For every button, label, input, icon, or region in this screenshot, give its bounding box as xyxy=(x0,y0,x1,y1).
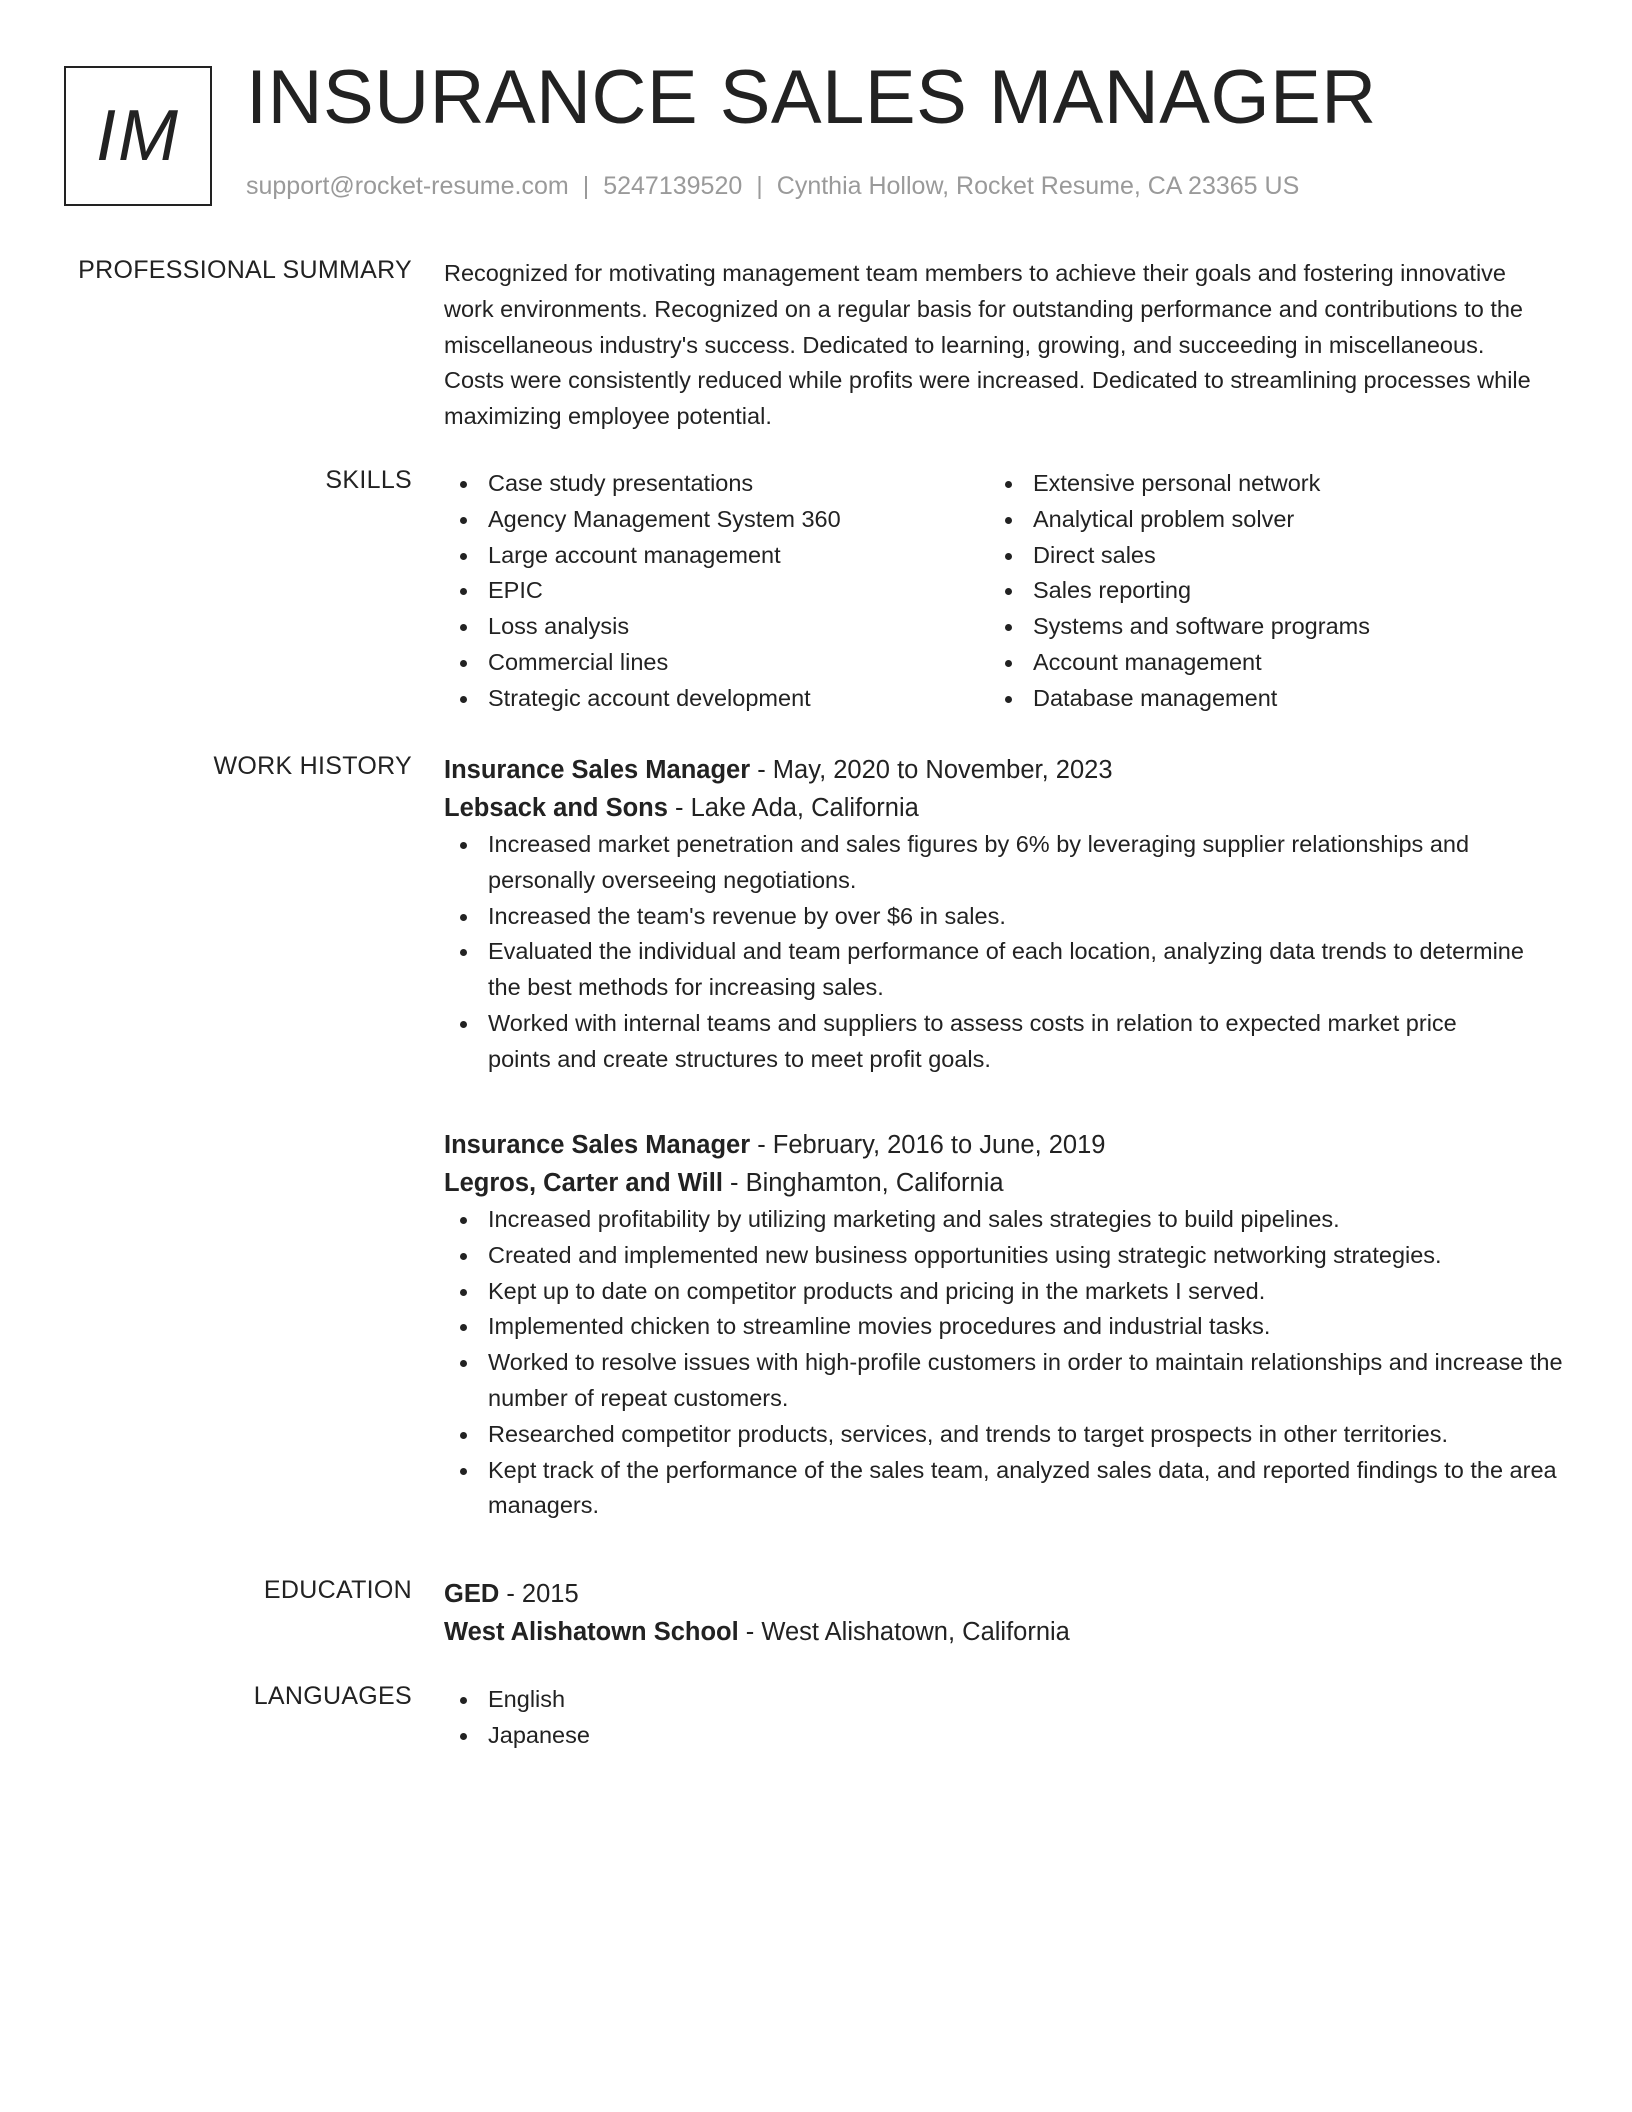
education-body xyxy=(444,1576,1564,1651)
education-school-line xyxy=(444,1614,1564,1652)
list-item: Worked to resolve issues with high-profile customers in order to maintain relationships and increase the number of repeat customers. xyxy=(444,1345,1564,1417)
list-item: Increased market penetration and sales figures by 6% by leveraging supplier relationships and personally overseeing negotiations. xyxy=(444,827,1524,899)
monogram-badge: IM xyxy=(64,66,212,206)
list-item: Analytical problem solver xyxy=(989,502,1534,538)
contact-separator: | xyxy=(756,172,763,200)
list-item: Created and implemented new business opportunities using strategic networking strategies. xyxy=(444,1238,1564,1274)
contact-line xyxy=(246,172,1299,201)
contact-phone: 5247139520 xyxy=(603,172,743,200)
page-title: INSURANCE SALES MANAGER xyxy=(246,55,1377,140)
list-item: Researched competitor products, services, and trends to target prospects in other territories. xyxy=(444,1417,1564,1453)
list-item: Increased profitability by utilizing marketing and sales strategies to build pipelines. xyxy=(444,1202,1564,1238)
contact-address: Cynthia Hollow, Rocket Resume, CA 23365 US xyxy=(776,172,1300,200)
skills-list-right xyxy=(989,466,1534,717)
contact-separator: | xyxy=(582,172,590,200)
summary-text: Recognized for motivating management team members to achieve their goals and fostering innovative work environments. Recognized on a regular basis for outstanding performance and contributions to the miscellaneous industry's success. Dedicated to learning, growing, and succeeding in miscellaneous. Costs were consistently reduced while profits were increased. Dedicated to streamlining processes while maximizing employee potential. xyxy=(444,260,1531,430)
section-label-education: EDUCATION xyxy=(263,1576,412,1604)
job-bullets xyxy=(444,1202,1564,1524)
job-company-line xyxy=(444,1165,1564,1203)
list-item: Commercial lines xyxy=(444,645,989,681)
list-item: Large account management xyxy=(444,538,989,574)
job-location: - Lake Ada, California xyxy=(667,793,919,822)
job-title: Insurance Sales Manager xyxy=(444,1131,751,1159)
list-item: Worked with internal teams and suppliers to assess costs in relation to expected market price points and create structures to meet profit goals. xyxy=(444,1006,1524,1078)
section-label-languages: LANGUAGES xyxy=(253,1682,412,1710)
job-title-line xyxy=(444,752,1564,790)
job-location: - Binghamton, California xyxy=(722,1168,1004,1197)
job-bullets xyxy=(444,827,1524,1078)
list-item: Loss analysis xyxy=(444,609,989,645)
section-label-summary: PROFESSIONAL SUMMARY xyxy=(78,256,412,284)
list-item: Account management xyxy=(989,645,1534,681)
education-degree-line xyxy=(444,1576,1564,1614)
list-item: Kept up to date on competitor products and pricing in the markets I served. xyxy=(444,1274,1564,1310)
list-item: Extensive personal network xyxy=(989,466,1534,502)
education-degree: GED xyxy=(444,1580,500,1608)
summary-body xyxy=(444,256,1544,435)
skills-body xyxy=(444,466,1564,717)
list-item: Sales reporting xyxy=(989,573,1534,609)
job-entry xyxy=(444,752,1564,1078)
list-item: Evaluated the individual and team performance of each location, analyzing data trends to determine the best methods for increasing sales. xyxy=(444,934,1524,1006)
list-item: Systems and software programs xyxy=(989,609,1534,645)
list-item: Strategic account development xyxy=(444,681,989,717)
list-item: EPIC xyxy=(444,573,989,609)
section-label-work: WORK HISTORY xyxy=(213,752,412,780)
list-item: Agency Management System 360 xyxy=(444,502,989,538)
section-label-skills: SKILLS xyxy=(325,466,412,494)
job-title-line xyxy=(444,1127,1564,1165)
skills-list-left xyxy=(444,466,989,717)
contact-email: support@rocket-resume.com xyxy=(246,172,569,200)
list-item: Increased the team's revenue by over $6 in sales. xyxy=(444,899,1524,935)
education-school: West Alishatown School xyxy=(444,1617,739,1646)
job-company: Lebsack and Sons xyxy=(444,793,668,822)
education-location: - West Alishatown, California xyxy=(738,1617,1070,1646)
job-dates: - February, 2016 to June, 2019 xyxy=(750,1131,1106,1159)
list-item: Kept track of the performance of the sales team, analyzed sales data, and reported findings to the area managers. xyxy=(444,1453,1564,1525)
job-company: Legros, Carter and Will xyxy=(444,1168,723,1197)
job-company-line xyxy=(444,790,1564,828)
work-history-body xyxy=(444,752,1564,1519)
list-item: Implemented chicken to streamline movies procedures and industrial tasks. xyxy=(444,1309,1564,1345)
job-entry xyxy=(444,1127,1564,1524)
job-dates: - May, 2020 to November, 2023 xyxy=(750,756,1113,784)
list-item: Database management xyxy=(989,681,1534,717)
list-item: Case study presentations xyxy=(444,466,989,502)
list-item: Japanese xyxy=(444,1718,1564,1754)
languages-body xyxy=(444,1682,1564,1754)
languages-list xyxy=(444,1682,1564,1754)
job-title: Insurance Sales Manager xyxy=(444,756,751,784)
education-year: - 2015 xyxy=(499,1580,579,1608)
list-item: Direct sales xyxy=(989,538,1534,574)
list-item: English xyxy=(444,1682,1564,1718)
